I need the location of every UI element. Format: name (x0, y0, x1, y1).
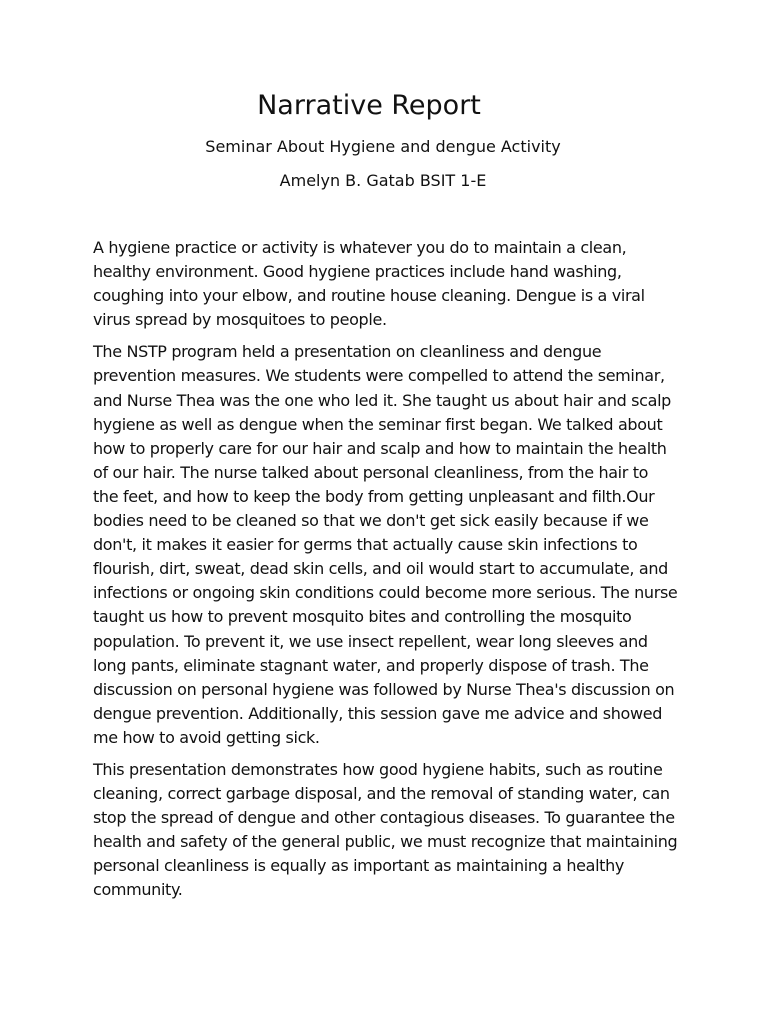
document-body (93, 236, 678, 911)
paragraph-seminar: The NSTP program held a presentation on cleanliness and dengue prevention measures. We students were compelled to attend the seminar, and Nurse Thea was the one who led it. She taught us about hair and scalp hygiene as well as dengue when the seminar first began. We talked about how to properly care for our hair and scalp and how to maintain the health of our hair. The nurse talked about personal cleanliness, from the hair to the feet, and how to keep the body from getting unpleasant and filth.Our bodies need to be cleaned so that we don't get sick easily because if we don't, it makes it easier for germs that actually cause skin infections to flourish, dirt, sweat, dead skin cells, and oil would start to accumulate, and infections or ongoing skin conditions could become more serious. The nurse taught us how to prevent mosquito bites and controlling the mosquito population. To prevent it, we use insect repellent, wear long sleeves and long pants, eliminate stagnant water, and properly dispose of trash. The discussion on personal hygiene was followed by Nurse Thea's discussion on dengue prevention. Additionally, this session gave me advice and showed me how to avoid getting sick. (93, 342, 678, 747)
paragraph-intro: A hygiene practice or activity is whatever you do to maintain a clean, healthy environment. Good hygiene practices include hand washing, coughing into your elbow, and routine house cleaning. Dengue is a viral virus spread by mosquitoes to people. (93, 238, 645, 330)
document-title: Narrative Report (257, 90, 481, 121)
document-author: Amelyn B. Gatab BSIT 1-E (279, 171, 487, 190)
document-subtitle: Seminar About Hygiene and dengue Activity (205, 137, 561, 156)
paragraph-conclusion: This presentation demonstrates how good hygiene habits, such as routine cleaning, correct garbage disposal, and the removal of standing water, can stop the spread of dengue and other contagious diseases. To guarantee the health and safety of the general public, we must recognize that maintaining personal cleanliness is equally as important as maintaining a healthy community. (93, 759, 678, 900)
